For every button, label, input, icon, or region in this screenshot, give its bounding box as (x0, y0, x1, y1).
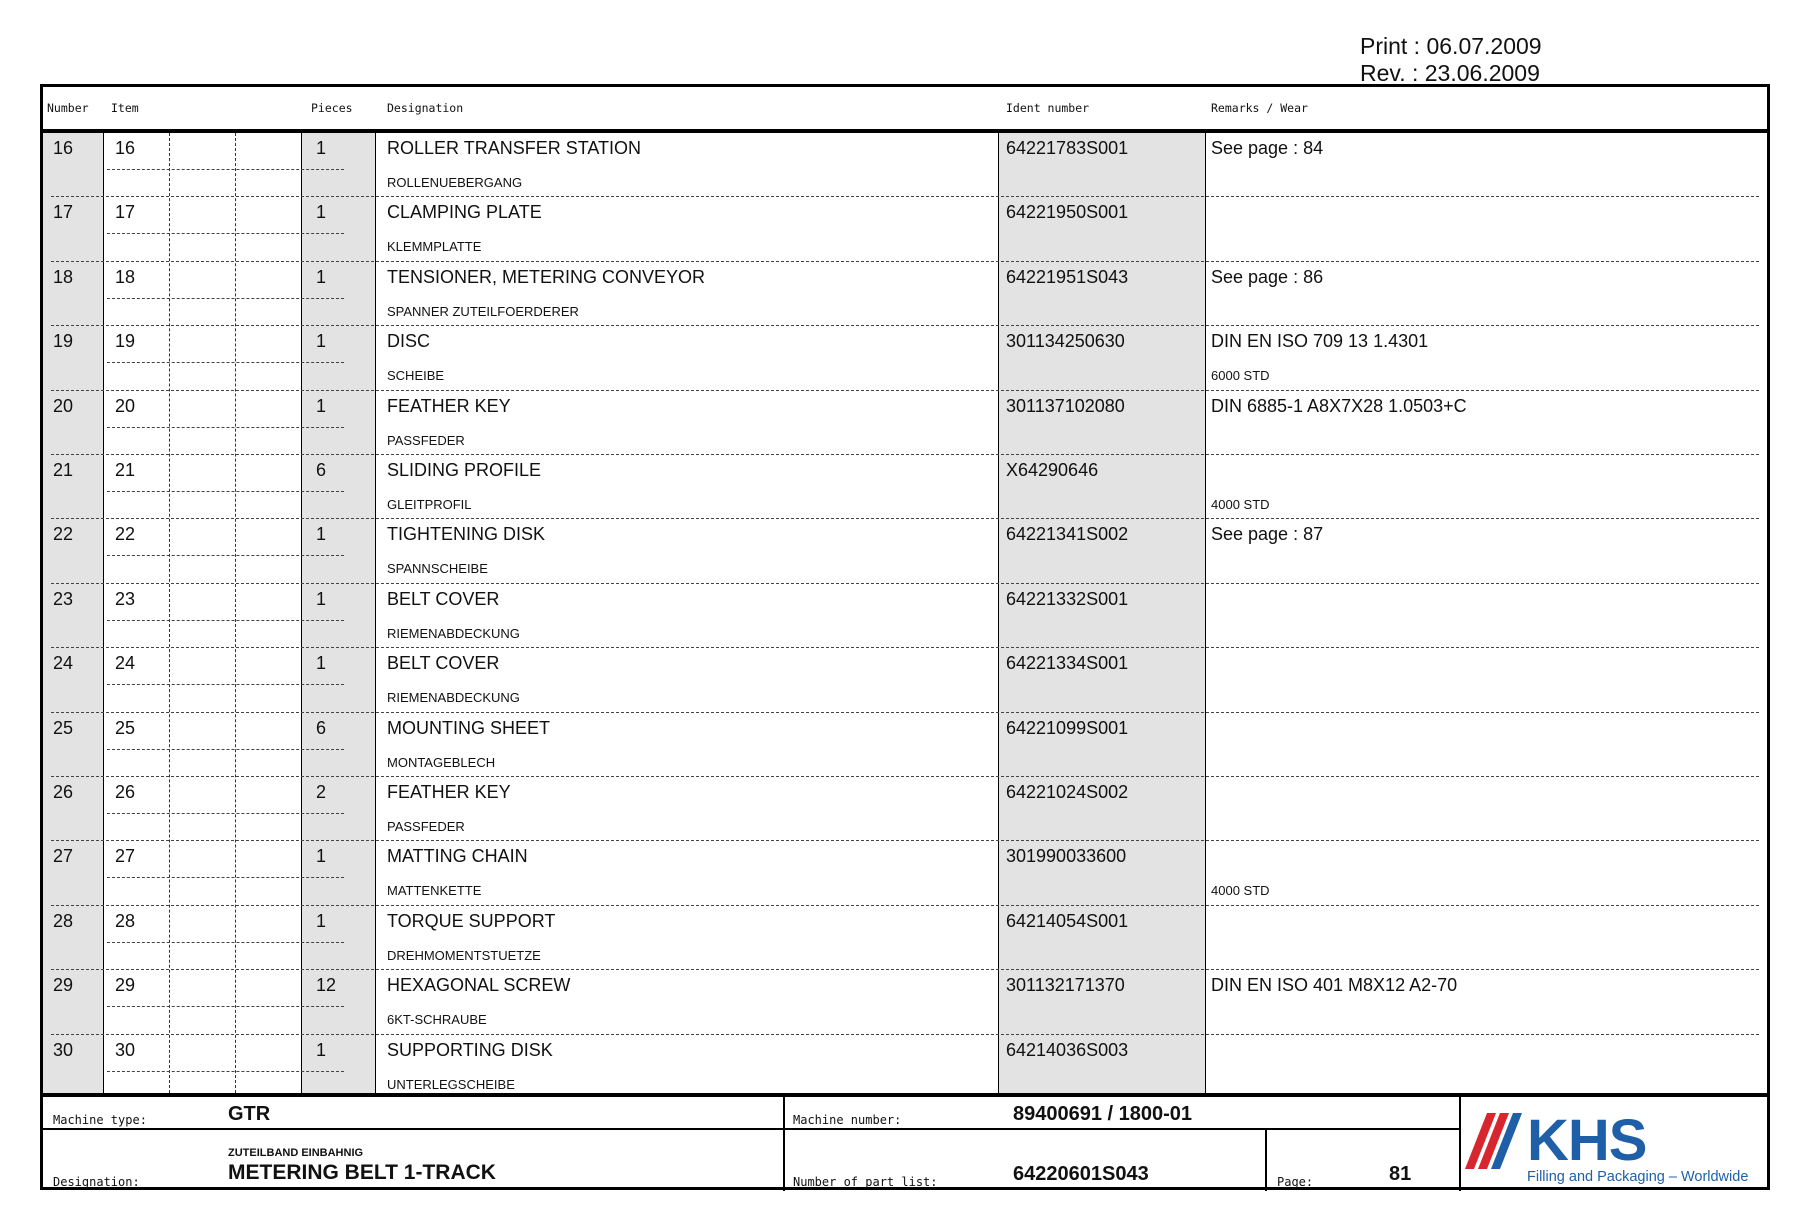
row-designation-de: RIEMENABDECKUNG (387, 690, 520, 706)
row-item: 23 (115, 588, 136, 609)
row-wear: 4000 STD (1211, 497, 1270, 512)
row-designation: HEXAGONAL SCREW (387, 975, 571, 996)
table-header (43, 87, 1767, 133)
header-number: Number (47, 101, 89, 115)
row-pieces: 1 (316, 846, 327, 867)
print-label: Print (1360, 33, 1408, 59)
row-number: 25 (53, 717, 74, 738)
row-designation: BELT COVER (387, 653, 500, 674)
row-designation: ROLLER TRANSFER STATION (387, 138, 642, 158)
row-ident-number: 64221332S001 (1006, 588, 1129, 609)
khs-logo (1465, 1101, 1765, 1187)
print-date-line: Print : 06.07.2009 (1360, 33, 1542, 59)
row-pieces: 1 (316, 653, 327, 674)
row-designation: FEATHER KEY (387, 782, 511, 802)
row-designation: CLAMPING PLATE (387, 202, 542, 223)
row-number: 28 (53, 910, 74, 931)
row-designation-de: 6KT-SCHRAUBE (387, 1012, 487, 1028)
row-designation-de: RIEMENABDECKUNG (387, 625, 520, 641)
parts-list-sheet (40, 84, 1770, 1190)
row-divider-dashed (107, 942, 344, 943)
row-item: 16 (115, 138, 136, 158)
row-pieces: 1 (316, 395, 327, 416)
row-designation-de: MATTENKETTE (387, 883, 482, 899)
row-designation-de: SPANNER ZUTEILFOERDERER (387, 303, 579, 319)
machine-type-value: GTR (228, 1103, 271, 1125)
row-designation-de: UNTERLEGSCHEIBE (387, 1076, 515, 1092)
machine-type-label: Machine type: (53, 1113, 147, 1127)
row-wear: 4000 STD (1211, 883, 1270, 899)
row-pieces: 1 (316, 910, 327, 931)
rev-date-line: Rev. : 23.06.2009 (1360, 60, 1540, 86)
row-item: 21 (115, 460, 136, 480)
table-row (43, 713, 1767, 777)
row-ident-number: 64221341S002 (1006, 524, 1129, 545)
row-designation: MOUNTING SHEET (387, 717, 551, 738)
row-pieces: 1 (316, 266, 327, 287)
header-item: Item (111, 101, 139, 115)
row-divider-dashed (107, 877, 344, 878)
table-row (43, 906, 1767, 970)
row-number: 20 (53, 395, 74, 416)
row-ident-number: 64214054S001 (1006, 910, 1129, 931)
part-list-value: 64220601S043 (1013, 1163, 1149, 1185)
rev-label: Rev. (1360, 60, 1406, 86)
part-list-label: Number of part list: (793, 1175, 938, 1189)
row-number: 16 (53, 138, 74, 158)
row-number: 21 (53, 460, 74, 480)
machine-number-label: Machine number: (793, 1113, 902, 1127)
row-ident-number: 64221950S001 (1006, 202, 1129, 223)
table-row (43, 455, 1767, 519)
row-pieces: 1 (316, 588, 327, 609)
table-row (43, 970, 1767, 1034)
row-number: 26 (53, 782, 74, 802)
table-row (43, 648, 1767, 712)
row-remark: See page : 87 (1211, 524, 1324, 545)
row-designation: SUPPORTING DISK (387, 1039, 553, 1060)
row-remark: DIN 6885-1 A8X7X28 1.0503+C (1211, 395, 1467, 416)
row-divider-dashed (107, 233, 344, 234)
row-divider-dashed (107, 362, 344, 363)
khs-logo-text: KHS (1527, 1108, 1647, 1173)
row-item: 28 (115, 910, 136, 931)
row-divider-dashed (107, 169, 344, 170)
row-designation-de: SCHEIBE (387, 368, 445, 384)
row-item: 26 (115, 782, 136, 802)
table-row (43, 197, 1767, 261)
row-remark: See page : 84 (1211, 138, 1324, 158)
row-remark: DIN EN ISO 401 M8X12 A2-70 (1211, 975, 1458, 996)
table-row (43, 1035, 1767, 1099)
row-item: 29 (115, 975, 136, 996)
row-number: 30 (53, 1039, 74, 1060)
row-remark: DIN EN ISO 709 13 1.4301 (1211, 331, 1429, 352)
print-info (1360, 33, 1542, 87)
row-designation: BELT COVER (387, 588, 500, 609)
table-row (43, 841, 1767, 905)
table-row (43, 391, 1767, 455)
row-ident-number: 301134250630 (1006, 331, 1125, 352)
row-divider-dashed (107, 1006, 344, 1007)
table-row (43, 262, 1767, 326)
row-ident-number: 301132171370 (1006, 975, 1125, 996)
title-block (43, 1093, 1767, 1191)
row-divider-dashed (107, 298, 344, 299)
table-row (43, 133, 1767, 197)
title-block-divider (1459, 1097, 1461, 1191)
row-remark: See page : 86 (1211, 266, 1324, 287)
row-number: 24 (53, 653, 74, 674)
table-row (43, 326, 1767, 390)
title-block-divider (1265, 1128, 1267, 1191)
row-wear: 6000 STD (1211, 368, 1270, 384)
row-divider-dashed (107, 749, 344, 750)
row-designation: TENSIONER, METERING CONVEYOR (387, 266, 706, 287)
row-item: 22 (115, 524, 136, 545)
row-pieces: 6 (316, 460, 327, 480)
row-pieces: 12 (316, 975, 337, 996)
row-ident-number: 64221099S001 (1006, 717, 1129, 738)
page-value: 81 (1389, 1163, 1412, 1185)
row-number: 23 (53, 588, 74, 609)
row-number: 27 (53, 846, 74, 867)
row-pieces: 1 (316, 202, 327, 223)
row-divider-dashed (107, 491, 344, 492)
row-item: 27 (115, 846, 136, 867)
row-ident-number: 301990033600 (1006, 846, 1127, 867)
row-item: 30 (115, 1039, 136, 1060)
row-item: 20 (115, 395, 136, 416)
row-item: 19 (115, 331, 136, 352)
row-item: 17 (115, 202, 136, 223)
title-block-divider (783, 1097, 785, 1191)
row-ident-number: X64290646 (1006, 460, 1099, 480)
row-divider-dashed (107, 427, 344, 428)
row-ident-number: 64221951S043 (1006, 266, 1129, 287)
header-remarks: Remarks / Wear (1211, 101, 1308, 115)
row-number: 29 (53, 975, 74, 996)
title-block-divider (783, 1128, 1459, 1130)
row-ident-number: 64221334S001 (1006, 653, 1129, 674)
row-ident-number: 64221024S002 (1006, 782, 1129, 802)
row-number: 17 (53, 202, 74, 223)
row-number: 22 (53, 524, 74, 545)
khs-logo-mark-icon (1465, 1109, 1527, 1173)
rev-date: 23.06.2009 (1424, 60, 1540, 86)
row-ident-number: 64214036S003 (1006, 1039, 1129, 1060)
row-designation-de: ROLLENUEBERGANG (387, 175, 523, 190)
row-designation: TIGHTENING DISK (387, 524, 546, 545)
row-designation: MATTING CHAIN (387, 846, 528, 867)
print-date: 06.07.2009 (1426, 33, 1542, 59)
designation-value: METERING BELT 1-TRACK (228, 1161, 496, 1184)
row-divider-dashed (107, 1071, 344, 1072)
row-item: 24 (115, 653, 136, 674)
header-designation: Designation (387, 101, 464, 115)
row-ident-number: 64221783S001 (1006, 138, 1129, 158)
row-designation-de: KLEMMPLATTE (387, 239, 482, 255)
row-pieces: 1 (316, 524, 327, 545)
row-designation: TORQUE SUPPORT (387, 910, 556, 931)
row-designation: DISC (387, 331, 431, 352)
table-row (43, 777, 1767, 841)
designation-label: Designation: (53, 1175, 140, 1189)
row-pieces: 6 (316, 717, 327, 738)
row-ident-number: 301137102080 (1006, 395, 1125, 416)
row-designation: SLIDING PROFILE (387, 460, 542, 480)
designation-de-value: ZUTEILBAND EINBAHNIG (228, 1147, 364, 1159)
machine-number-value: 89400691 / 1800-01 (1013, 1103, 1193, 1125)
row-designation-de: PASSFEDER (387, 819, 465, 834)
row-pieces: 1 (316, 138, 327, 158)
row-item: 18 (115, 266, 136, 287)
page-label: Page: (1277, 1175, 1314, 1189)
table-body (43, 133, 1767, 1093)
row-designation: FEATHER KEY (387, 395, 511, 416)
header-pieces: Pieces (311, 101, 353, 115)
row-item: 25 (115, 717, 136, 738)
row-divider-dashed (107, 555, 344, 556)
row-divider-dashed (107, 684, 344, 685)
khs-logo-tagline: Filling and Packaging – Worldwide (1527, 1169, 1749, 1185)
row-designation-de: PASSFEDER (387, 432, 465, 448)
title-block-divider (43, 1128, 783, 1130)
table-row (43, 519, 1767, 583)
row-divider-dashed (107, 620, 344, 621)
row-designation-de: DREHMOMENTSTUETZE (387, 947, 541, 963)
table-row (43, 584, 1767, 648)
row-pieces: 2 (316, 782, 327, 802)
row-divider-dashed (107, 813, 344, 814)
row-designation-de: GLEITPROFIL (387, 497, 472, 512)
row-number: 18 (53, 266, 74, 287)
row-pieces: 1 (316, 1039, 327, 1060)
row-pieces: 1 (316, 331, 327, 352)
row-designation-de: MONTAGEBLECH (387, 754, 496, 770)
header-ident: Ident number (1006, 101, 1090, 115)
row-number: 19 (53, 331, 74, 352)
row-designation-de: SPANNSCHEIBE (387, 561, 488, 577)
